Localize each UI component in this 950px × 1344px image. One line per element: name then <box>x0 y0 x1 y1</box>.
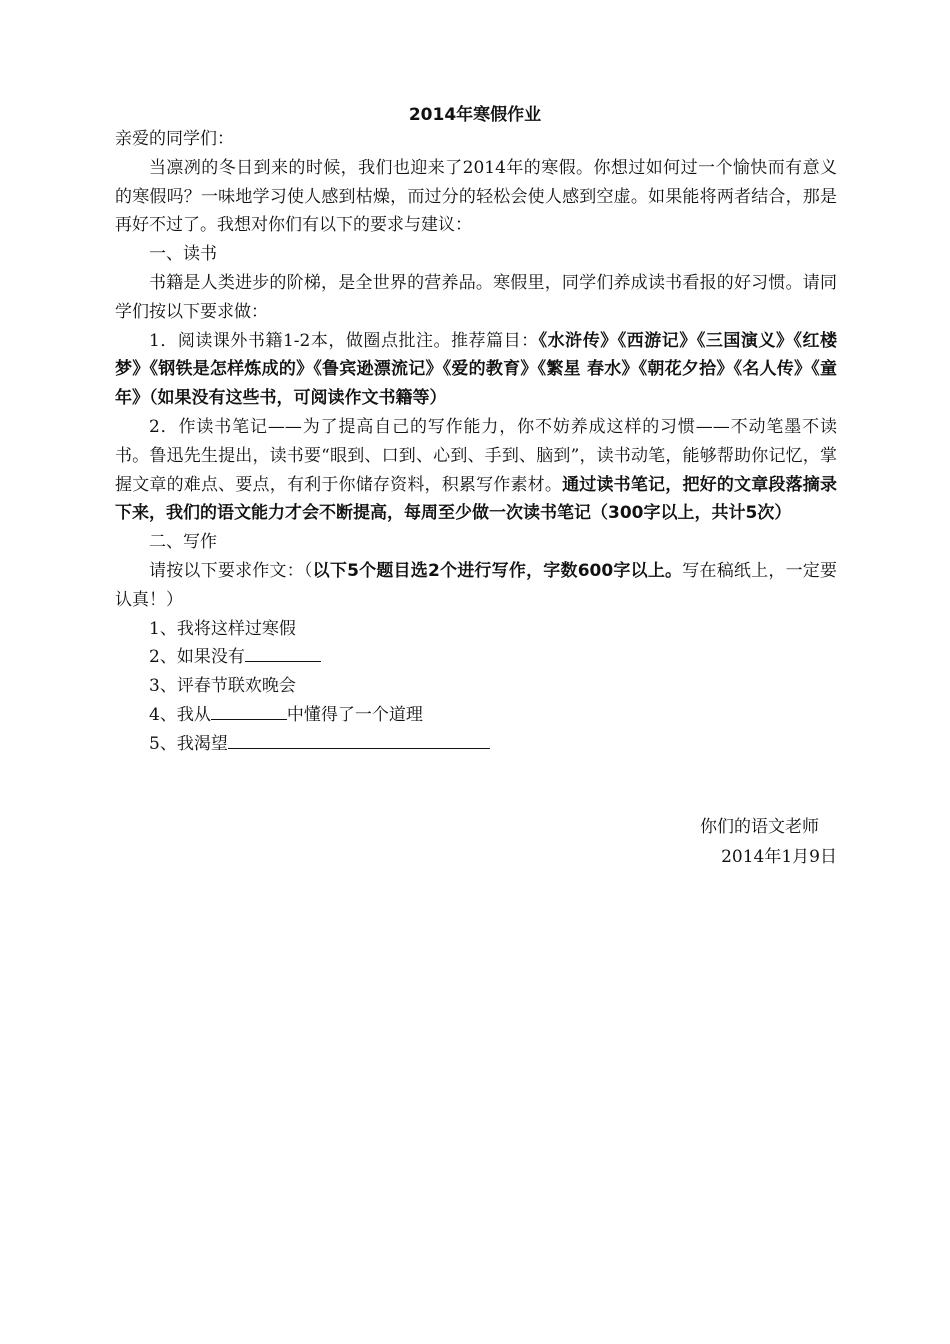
signature-date: 2014年1月9日 <box>721 847 837 867</box>
section1-paragraph: 书籍是人类进步的阶梯，是全世界的营养品。寒假里，同学们养成读书看报的好习惯。请同学们按以下要求做： <box>115 272 837 322</box>
document-title: 2014年寒假作业 <box>408 105 542 125</box>
signature-teacher: 你们的语文老师 <box>700 817 819 837</box>
topic-5 <box>115 730 837 759</box>
reading-notes-requirement: 通过读书笔记，把好的文章段落摘录下来，我们的语文能力才会不断提高，每周至少做一次读书笔记（300字以上，共计5次） <box>115 474 838 524</box>
topic-1: 1、我将这样过寒假 <box>149 618 296 639</box>
greeting: 亲爱的同学们： <box>115 129 234 149</box>
topic-5-text: 5、我渴望 <box>149 733 228 754</box>
writing-requirement-a: 请按以下要求作文：（ <box>149 560 313 581</box>
reading-item-1-text: 1．阅读课外书籍1-2本，做圈点批注。推荐篇目： <box>149 330 539 351</box>
topic-4-text-b: 中懂得了一个道理 <box>286 704 423 725</box>
topic-4-text-a: 4、我从 <box>149 704 211 725</box>
fill-blank <box>211 701 287 720</box>
reading-item-2 <box>115 413 837 528</box>
topic-3: 3、评春节联欢晚会 <box>149 676 296 697</box>
topic-4 <box>115 701 837 730</box>
topic-2-text: 2、如果没有 <box>149 647 245 668</box>
signature-block <box>560 812 837 872</box>
section1-heading: 一、读书 <box>149 244 217 265</box>
recommended-books: 《水浒传》《西游记》《三国演义》《红楼梦》《钢铁是怎样炼成的》《鲁宾逊漂流记》《爱的教育》《繁星 春水》《朝花夕拾》《名人传》《童年》（如果没有这些书，可阅读作文书籍等） <box>115 330 837 409</box>
reading-item-1 <box>115 327 837 413</box>
intro-paragraph: 当凛冽的冬日到来的时候，我们也迎来了2014年的寒假。你想过如何过一个愉快而有意义的寒假吗？一味地学习使人感到枯燥，而过分的轻松会使人感到空虚。如果能将两者结合，那是再好不过了。我想对你们有以下的要求与建议： <box>115 157 837 236</box>
reading-item-2-text: 2．作读书笔记——为了提高自己的写作能力，你不妨养成这样的习惯——不动笔墨不读书。鲁迅先生提出，读书要“眼到、口到、心到、手到、脑到”，读书动笔，能够帮助你记忆，掌握文章的难点、要点，有利于你储存资料，积累写作素材。 <box>115 416 837 495</box>
topic-2 <box>115 643 837 672</box>
fill-blank <box>228 730 490 749</box>
writing-requirement <box>115 557 837 615</box>
fill-blank <box>245 643 321 662</box>
document-body <box>115 125 837 759</box>
section2-heading: 二、写作 <box>149 532 217 553</box>
writing-requirement-b: 写在稿纸上，一定要认真！） <box>115 560 837 610</box>
writing-requirement-bold: 以下5个题目选2个进行写作，字数600字以上。 <box>312 560 683 581</box>
